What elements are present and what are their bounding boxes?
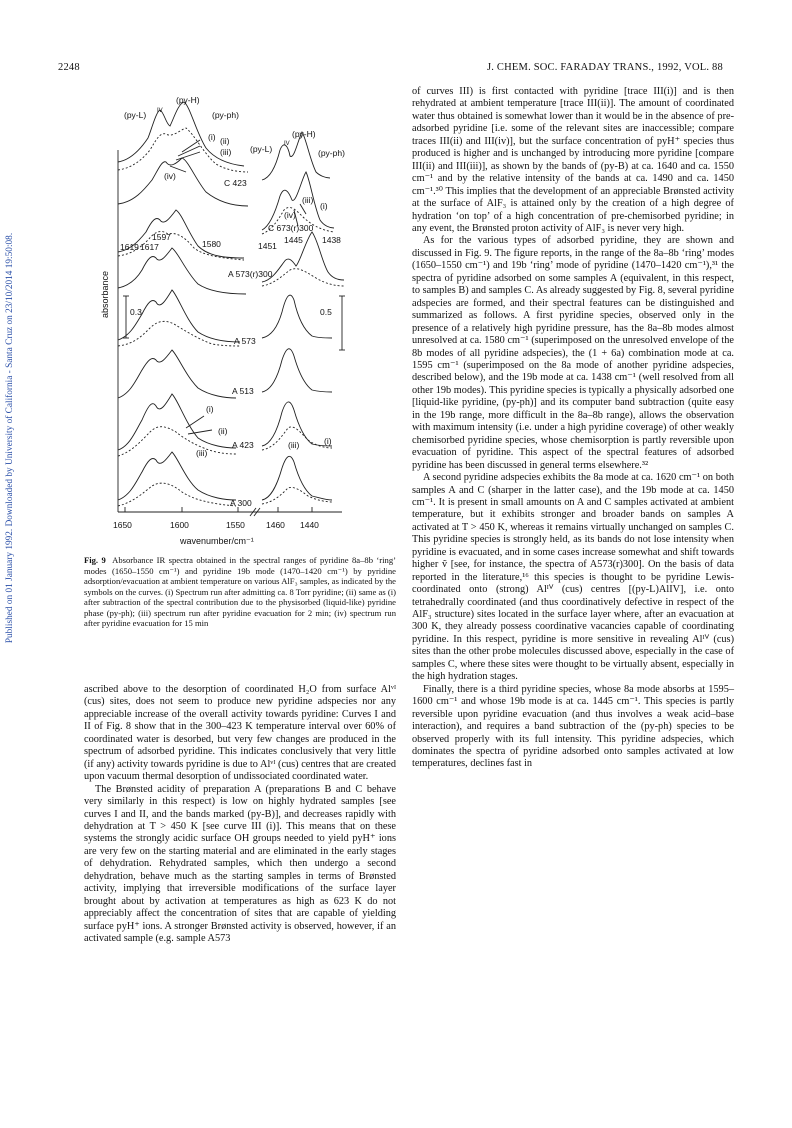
svg-text:IV: IV xyxy=(157,108,163,114)
spectrum-curve xyxy=(262,456,332,500)
peak-label: 1438 xyxy=(322,235,341,245)
roman-label: (iii) xyxy=(288,440,300,450)
roman-label: (i) xyxy=(320,201,328,211)
species-label: (py-ph) xyxy=(318,148,345,158)
roman-label: (i) xyxy=(206,404,214,414)
x-tick-label: 1460 xyxy=(266,520,285,530)
download-watermark: Published on 01 January 1992. Downloaded by University of California - Santa Cruz on 23/10/2014 19:50:08. xyxy=(5,232,15,644)
x-tick-label: 1600 xyxy=(170,520,189,530)
curve-label: C 423 xyxy=(224,178,247,188)
spectrum-curve xyxy=(118,483,236,506)
paragraph: of curves III) is first contacted with pyridine [trace III(i)] and is then rehydrated at ambient temperature [trace III(ii)]. The amount of coordinated water thus obtained is somewhat lower than it would be in the absence of pre-adsorbed pyridine [i.e. some of the relevant sites are inaccessible; compare traces III(ii) and III(iv)], but the surface concentration of pyH⁺ species thus produced is higher and is unchanged by introducing more pyridine [compare III(ii) and III(iii)], as shown by the bands of (py-B) at ca. 1640 and ca. 1550 cm⁻¹ and by the relative intensity of the bands at ca. 1490 and ca. 1450 cm⁻¹.³⁰ This implies that the development of an appreciable Brønsted activity at the surface of AlF₃ is attained only by the creation of a high degree of hydration ‘on top’ of a high concentration of pre-chemisorbed pyridine; in any event, the Brønsted proton activity of AlF₃ is never very high. xyxy=(412,86,734,234)
curve-label: A 300 xyxy=(230,498,252,508)
curve-label: A 573(r)300 xyxy=(228,269,273,279)
caption-label: Fig. 9 xyxy=(84,555,106,565)
x-tick-label: 1650 xyxy=(113,520,132,530)
roman-label: (iii) xyxy=(220,147,232,157)
peak-label: 1445 xyxy=(284,235,303,245)
roman-label: (iv) xyxy=(164,171,176,181)
scale-label: 0.5 xyxy=(320,307,332,317)
species-label: (py-L) xyxy=(250,144,273,154)
caption-text: Absorbance IR spectra obtained in the spectral ranges of pyridine 8a–8b ‘ring’ modes (1650–1550 cm⁻¹) and pyridine 19b mode (1470–1420 cm⁻¹) by pyridine adsorption/evacuation at ambient temperature on various AlF₃ samples, as indicated by the symbols on the curves. (i) Spectrum run after admitting ca. 8 Torr pyridine; (ii) same as (i) after subtraction of the spectral contribution due to the physisorbed (liquid-like) pyridine phase (py-ph); (iii) spectrum run after pyridine evacuation for 2 min; (iv) spectrum run after pyridine evacuation for 15 min xyxy=(84,555,396,629)
peak-label: 1619 xyxy=(120,242,139,252)
journal-header: J. CHEM. SOC. FARADAY TRANS., 1992, VOL. 88 xyxy=(487,62,723,73)
roman-label: (i) xyxy=(208,132,216,142)
paragraph: ascribed above to the desorption of coordinated H₂O from surface Alᵛᴵ (cus) sites, does not seem to produce new pyridine adspecies nor any appreciable increase of the overall activity towards pyridine: Curves I and II of Fig. 8 show that in the 300–423 K temperature interval over 60% of coordinated water is desorbed, but very few changes are produced in the spectrum of adsorbed pyridine. This indicates conclusively that very little (if any) activity towards pyridine is due to Alᵛᴵ (cus) centres that are created upon vacuum thermal desorption of undissociated coordinated water. xyxy=(84,684,396,783)
spectrum-curve xyxy=(118,248,246,294)
x-tick-label: 1550 xyxy=(226,520,245,530)
peak-label: 1617 xyxy=(140,242,159,252)
spectrum-curve xyxy=(262,349,332,392)
species-label: (py-H) xyxy=(292,129,316,139)
spectrum-curve xyxy=(118,394,236,450)
curve-label: A 513 xyxy=(232,386,254,396)
paragraph: The Brønsted acidity of preparation A (preparations B and C behave very similarly in this respect) is low on highly hydrated samples [see curves I and II, and the bands marked (py-B)], and decreases rapidly with dehydration at T > 450 K [see curve III (i)]. This means that on these systems the strongly acidic surface OH groups needed to yield pyH⁺ ions are very few on the starting material and are eliminated in the early stages of dehydration. Rehydrated samples, which then undergo a second dehydration, behave much as the starting samples in terms of Brønsted activity, implying that irreversible modifications of the surface layer brought about by activation at temperatures as high as 623 K do not appreciably affect the concentration of sites that are capable of yielding surface pyH⁺ ions. A stronger Brønsted activity is observed, however, if an activated sample (e.g. sample A573 xyxy=(84,783,396,945)
paragraph: Finally, there is a third pyridine species, whose 8a mode absorbs at 1595–1600 cm⁻¹ and whose 19b mode is at ca. 1445 cm⁻¹. This species is partly reversible upon pyridine evacuation (and thus involves a weak acid–base interaction), and requires a band subtraction of the (py-ph) species to be observed properly with its full intensity. This pyridine adspecies, which dominates the spectra of pyridine adsorbed onto samples activated at low temperatures, declines fast in xyxy=(412,683,734,770)
spectrum-curve xyxy=(262,487,332,504)
peak-label: 1597 xyxy=(152,232,171,242)
roman-label: (ii) xyxy=(218,426,228,436)
roman-label: (iii) xyxy=(302,195,314,205)
x-axis-label: wavenumber/cm⁻¹ xyxy=(180,536,254,546)
right-column xyxy=(412,86,734,771)
left-column xyxy=(84,684,396,946)
scale-label: 0.3 xyxy=(130,307,142,317)
x-tick-label: 1440 xyxy=(300,520,319,530)
page-number: 2248 xyxy=(58,62,80,73)
paragraph: As for the various types of adsorbed pyridine, they are shown and discussed in Fig. 9. The figure reports, in the range of the 8a–8b ‘ring’ modes (1650–1550 cm⁻¹) and 19b ‘ring’ mode of pyridine (1470–1420 cm⁻¹),³¹ the spectra of pyridine adsorbed on some samples A (equivalent, in this respect, to samples B) and samples C. As already suggested by Fig. 8, several pyridine adspecies are formed, and their spectral features can be distinguished and summarized as follows. A first pyridine species, observed only in the presence of a relatively high pyridine pressure, has the 8a–8b modes almost unresolved at ca. 1580 cm⁻¹ (superimposed on the unresolved envelope of the 8b modes of all pyridine adspecies), the (1 + 6a) combination mode at ca. 1595 cm⁻¹ (superimposed on the 8a mode of another pyridine adspecies, described below), and the 19b mode at ca. 1438 cm⁻¹ (well resolved from all other 19b modes). This pyridine species is typically a physically adsorbed one [liquid-like pyridine, (py-ph)] and its computer band subtraction (quite easy in the 19b range, more difficult in the 8a–8b range), allows the observation with maximum intensity (i.e. under a high pyridine coverage) of other weakly chemisorbed pyridine species, whose chemisorption is partly reversible upon evacuation of pyridine. This aspect of the spectral features of adsorbed pyridine has been discussed in general terms elsewhere.³² xyxy=(412,235,735,471)
spectrum-curve xyxy=(118,350,236,398)
peak-label: 1580 xyxy=(202,239,221,249)
roman-label: (ii) xyxy=(220,136,230,146)
y-axis-label: absorbance xyxy=(100,270,110,318)
paragraph: A second pyridine adspecies exhibits the 8a mode at ca. 1620 cm⁻¹ on both samples A and C (sharper in the latter case), and the 19b mode at ca. 1450 cm⁻¹. It is present in small amounts on A and C samples activated at ambient temperature, but it exhibits stronger and broader bands on samples A activated at T > 450 K, whereas it remains virtually unchanged on samples C. This pyridine species is strongly held, as its bands do not lose intensity when pyridine is evacuated, and in some cases increase somewhat and shift towards higher ṽ [see, for instance, the spectra of A573(r)300]. On the basis of data reported in the literature,¹⁶ this species is thought to be pyridine Lewis-coordinated onto (strong) Alᴵⱽ (cus) centres [(py-L)AlIV], i.e. onto tetrahedrally coordinated (and thus coordinatively defective in respect of the AlF₃ structure) sites located in the surface layer where, after an evacuation at 300 K, they already possess coordinative vacancies capable of coordinating pyridine. In this respect, pyridine is more sensitive in revealing Alᴵⱽ (cus) sites than the other probe molecules discussed above, especially in the case of samples C, where these sites were thought to be virtually absent, especially in the high hydration stages. xyxy=(412,472,734,683)
peak-label: 1451 xyxy=(258,241,277,251)
spectrum-curve xyxy=(118,452,236,500)
roman-label: (iv) xyxy=(284,210,296,220)
spectrum-curve xyxy=(262,269,344,286)
svg-text:IV: IV xyxy=(284,141,290,147)
species-label: (py-ph) xyxy=(212,110,239,120)
roman-label: (iii) xyxy=(196,448,208,458)
curve-label: A 423 xyxy=(232,440,254,450)
curve-label: C 673(r)300 xyxy=(268,223,314,233)
spectrum-curve xyxy=(118,321,240,346)
species-label: (py-L) xyxy=(124,110,147,120)
species-label: (py-H) xyxy=(176,95,200,105)
roman-label: (i) xyxy=(324,436,332,446)
curve-label: A 573 xyxy=(234,336,256,346)
figure-caption xyxy=(84,555,396,629)
